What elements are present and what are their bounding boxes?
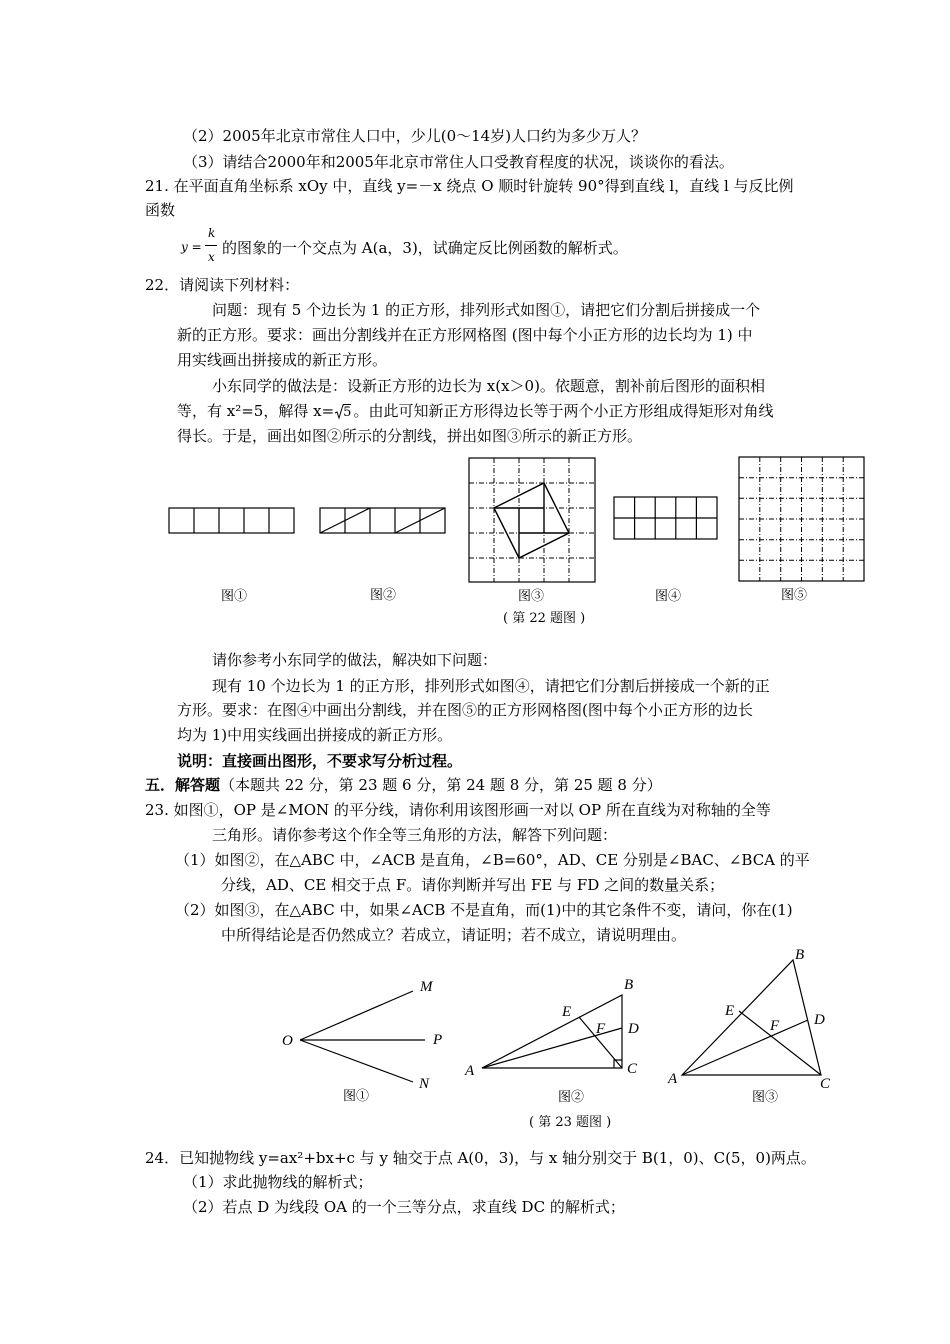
fig23-1-point-O: O — [282, 1033, 293, 1049]
q24-part2: （2）若点 D 为线段 OA 的一个三等分点，求直线 DC 的解析式； — [183, 1198, 625, 1216]
q21-line1: 21. 在平面直角坐标系 xOy 中，直线 y=－x 绕点 O 顺时针旋转 90°得到直线 l，直线 l 与反比例 — [145, 177, 794, 195]
q22-p1-line1: 问题：现有 5 个边长为 1 的正方形，排列形式如图①，请把它们分割后拼接成一个 — [212, 301, 761, 319]
q22-p2-line2: 等，有 x²=5，解得 x= 5 。由此可知新正方形得边长等于两个小正方形组成得矩形对角线 — [177, 401, 773, 423]
fig23-2-point-E: E — [562, 1004, 572, 1020]
q22-ask-line3: 方形。要求：在图④中画出分割线，并在图⑤的正方形网格图(图中每个小正方形的边长 — [177, 701, 753, 719]
q23-part2-line1: （2）如图③，在△ABC 中，如果∠ACB 不是直角，而(1)中的其它条件不变，请问，你在(1) — [175, 901, 793, 919]
q22-p2-line3: 得长。于是，画出如图②所示的分割线，拼出如图③所示的新正方形。 — [177, 427, 643, 445]
fig22-label-4: 图④ — [655, 589, 682, 604]
fig23-1-labels — [282, 979, 442, 1092]
q24-part1: （1）求此抛物线的解析式； — [183, 1173, 373, 1191]
fig22-2-cut-squares — [320, 508, 445, 533]
fig23-2-point-B: B — [624, 977, 634, 993]
fig22-1-squares — [169, 508, 294, 533]
q23-part2-line2: 中所得结论是否仍然成立？若成立，请证明；若不成立，请说明理由。 — [221, 926, 687, 944]
fig22-label-3: 图③ — [518, 589, 545, 604]
q23-part1-line2: 分线，AD、CE 相交于点 F。请你判断并写出 FE 与 FD 之间的数量关系； — [221, 876, 725, 894]
q21-line3: 的图象的一个交点为 A(a，3)，试确定反比例函数的解析式。 — [222, 239, 628, 257]
q22-ask-line4: 均为 1)中用实线画出拼接成的新正方形。 — [177, 726, 453, 744]
fig23-1-point-P: P — [433, 1032, 443, 1048]
fig22-label-2: 图② — [370, 588, 397, 603]
fig22-5-grid — [739, 457, 864, 581]
q22-p1-line3: 用实线画出拼接成的新正方形。 — [177, 351, 388, 369]
fig22-4-squares — [614, 497, 717, 539]
sqrt-five: 5 — [334, 401, 351, 423]
q21-line2: 函数 — [145, 201, 176, 219]
q20-part2: （2）2005年北京市常住人口中，少儿(0～14岁)人口约为多少万人？ — [183, 127, 647, 145]
figure-23 — [270, 945, 850, 1095]
fig23-caption: ( 第 23 题图 ) — [529, 1115, 612, 1130]
fig23-1-angle — [300, 991, 425, 1082]
q22-p1-line2: 新的正方形。要求：画出分割线并在正方形网格图 (图中每个小正方形的边长均为 1) 中 — [177, 326, 753, 344]
fig23-3-point-E: E — [725, 1003, 735, 1019]
q22-ask-line2: 现有 10 个边长为 1 的正方形，排列形式如图④，请把它们分割后拼接成一个新的正 — [212, 677, 770, 695]
fig23-3-point-A: A — [668, 1071, 678, 1087]
fig23-2-point-D: D — [628, 1021, 639, 1037]
q22-ask-line1: 请你参考小东同学的做法，解决如下问题： — [212, 651, 498, 669]
fig23-3-point-C: C — [820, 1076, 831, 1092]
q23-line2: 三角形。请你参考这个作全等三角形的方法，解答下列问题： — [212, 826, 618, 844]
fig23-3-triangle — [682, 960, 821, 1075]
q23-line1: 23. 如图①，OP 是∠MON 的平分线，请你利用该图形画一对以 OP 所在直线为对称轴的全等 — [145, 801, 771, 819]
q22-title: 22．请阅读下列材料： — [145, 276, 300, 294]
fig23-3-point-F: F — [770, 1018, 780, 1034]
fig22-label-1: 图① — [221, 589, 248, 604]
q23-part1-line1: （1）如图②，在△ABC 中，∠ACB 是直角，∠B=60°，AD、CE 分别是∠BAC、∠BCA 的平 — [175, 851, 810, 869]
fig23-2-point-A: A — [465, 1063, 475, 1079]
fig23-2-point-F: F — [596, 1021, 606, 1037]
fig22-label-5: 图⑤ — [781, 588, 808, 603]
q20-part3: （3）请结合2000年和2005年北京市常住人口受教育程度的状况，谈谈你的看法。 — [183, 153, 734, 171]
fig23-label-1: 图① — [343, 1089, 370, 1104]
section-5-heading: 五．解答题（本题共 22 分，第 23 题 6 分，第 24 题 8 分，第 25 题 8 分） — [145, 776, 662, 794]
q24-line1: 24．已知抛物线 y=ax²+bx+c 与 y 轴交于点 A(0，3)，与 x 轴分别交于 B(1，0)、C(5，0)两点。 — [145, 1149, 816, 1167]
inverse-function-formula: y = k x — [181, 226, 216, 264]
fig23-3-point-B: B — [795, 947, 805, 963]
fig22-caption: ( 第 22 题图 ) — [503, 611, 586, 626]
q22-p2-line1: 小东同学的做法是：设新正方形的边长为 x(x＞0)。依题意，割补前后图形的面积相 — [212, 377, 765, 395]
fig22-3-grid — [469, 458, 595, 582]
fig23-1-point-M: M — [420, 979, 433, 995]
fig23-label-3: 图③ — [752, 1090, 779, 1105]
fig23-1-point-N: N — [419, 1076, 430, 1092]
fig23-3-point-D: D — [814, 1012, 825, 1028]
fig23-label-2: 图② — [558, 1090, 585, 1105]
fig23-2-point-C: C — [627, 1061, 638, 1077]
q22-note: 说明：直接画出图形，不要求写分析过程。 — [177, 752, 463, 770]
